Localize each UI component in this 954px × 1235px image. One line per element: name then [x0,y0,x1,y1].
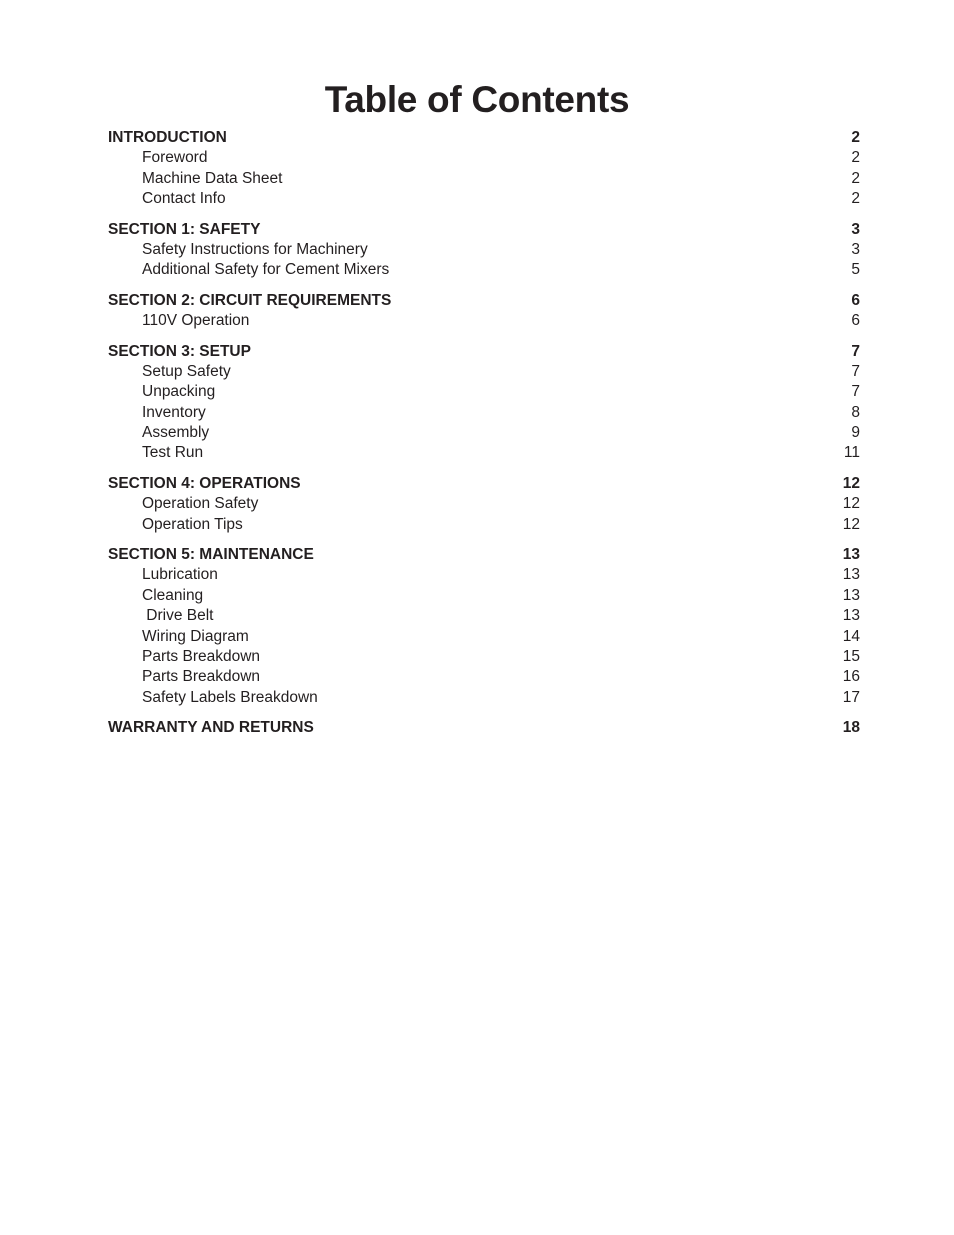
toc-heading-label: INTRODUCTION [108,129,227,146]
toc-page-number: 12 [842,474,860,492]
toc-entry-label: Wiring Diagram [142,627,249,645]
toc-entry[interactable] [108,382,860,402]
toc-page-number: 7 [851,383,860,401]
toc-entry-label: Drive Belt [142,607,214,625]
toc-entry[interactable] [108,688,860,708]
toc-page-number: 3 [851,220,860,238]
toc-entry[interactable] [108,362,860,382]
toc-heading-label: SECTION 4: OPERATIONS [108,474,301,492]
toc-entry-label: Safety Instructions for Machinery [142,240,368,258]
toc-page-number: 2 [851,149,860,167]
toc-heading-label: SECTION 5: MAINTENANCE [108,546,314,564]
toc-entry-label: Operation Safety [142,495,259,513]
toc-page-number: 6 [851,291,860,309]
toc-entry-label: Additional Safety for Cement Mixers [142,261,390,279]
toc-entry-label: Assembly [142,424,210,442]
toc-page-number: 12 [842,515,860,533]
toc-entry-label: Parts Breakdown [142,668,261,686]
toc-heading-label: SECTION 1: SAFETY [108,220,261,238]
toc-heading-label: WARRANTY AND RETURNS [108,719,314,737]
toc-section-heading[interactable] [108,545,860,565]
toc-entry[interactable] [108,423,860,443]
toc-page-number: 7 [851,342,860,360]
toc-page-number: 13 [842,566,860,584]
toc-page-number: 7 [851,362,860,380]
toc-page-number: 15 [842,647,860,665]
toc-section [108,342,860,464]
toc-section [108,545,860,708]
toc-page-number: 13 [842,546,860,564]
table-of-contents [108,128,860,749]
toc-entry[interactable] [108,586,860,606]
toc-page-number: 14 [842,627,860,645]
toc-section [108,128,860,210]
toc-entry[interactable] [108,260,860,280]
toc-entry-label: Lubrication [142,566,218,584]
toc-entry[interactable] [108,515,860,535]
toc-entry-label: Test Run [142,444,204,462]
toc-page-number: 16 [842,668,860,686]
toc-section-heading[interactable] [108,474,860,494]
toc-entry[interactable] [108,647,860,667]
toc-heading-label: SECTION 2: CIRCUIT REQUIREMENTS [108,291,392,309]
toc-entry-label: Cleaning [142,586,204,604]
toc-section-heading[interactable] [108,718,860,738]
page-title: Table of Contents [324,79,630,120]
toc-entry[interactable] [108,606,860,626]
toc-page-number: 11 [843,444,860,462]
toc-entry[interactable] [108,169,860,189]
toc-section-heading[interactable] [108,220,860,240]
toc-entry-label: Unpacking [142,383,216,401]
toc-entry-label: Setup Safety [142,362,231,380]
toc-entry-label: 110V Operation [142,312,250,330]
toc-page-number: 17 [842,688,860,706]
toc-entry[interactable] [108,148,860,168]
toc-entry[interactable] [108,240,860,260]
toc-page-number: 8 [851,403,860,421]
toc-entry[interactable] [108,565,860,585]
toc-entry-label: Parts Breakdown [142,647,261,665]
toc-page-number: 13 [842,586,860,604]
toc-page-number: 9 [851,424,860,442]
toc-page-number: 6 [851,312,860,330]
toc-section [108,220,860,281]
toc-entry-label: Foreword [142,149,208,167]
toc-page-number: 2 [851,169,860,187]
toc-entry[interactable] [108,403,860,423]
toc-entry-label: Inventory [142,403,206,421]
toc-page-number: 3 [851,240,860,258]
toc-page-number: 2 [851,129,860,146]
toc-entry-label: Machine Data Sheet [142,169,283,187]
toc-page-number: 2 [851,190,860,208]
toc-page-number: 18 [842,719,860,737]
toc-section [108,474,860,535]
toc-section-heading[interactable] [108,291,860,311]
toc-entry-label: Safety Labels Breakdown [142,688,318,706]
toc-section [108,291,860,332]
toc-page-number: 12 [842,495,860,513]
toc-entry[interactable] [108,443,860,463]
toc-entry[interactable] [108,627,860,647]
toc-entry[interactable] [108,494,860,514]
toc-section-heading[interactable] [108,128,860,148]
toc-entry[interactable] [108,667,860,687]
toc-section-heading[interactable] [108,342,860,362]
toc-page-number: 13 [842,607,860,625]
toc-entry-label: Operation Tips [142,515,243,533]
toc-entry[interactable] [108,311,860,331]
toc-heading-label: SECTION 3: SETUP [108,342,251,360]
toc-section [108,718,860,738]
toc-page-number: 5 [851,261,860,279]
toc-entry-label: Contact Info [142,190,226,208]
toc-entry[interactable] [108,189,860,209]
